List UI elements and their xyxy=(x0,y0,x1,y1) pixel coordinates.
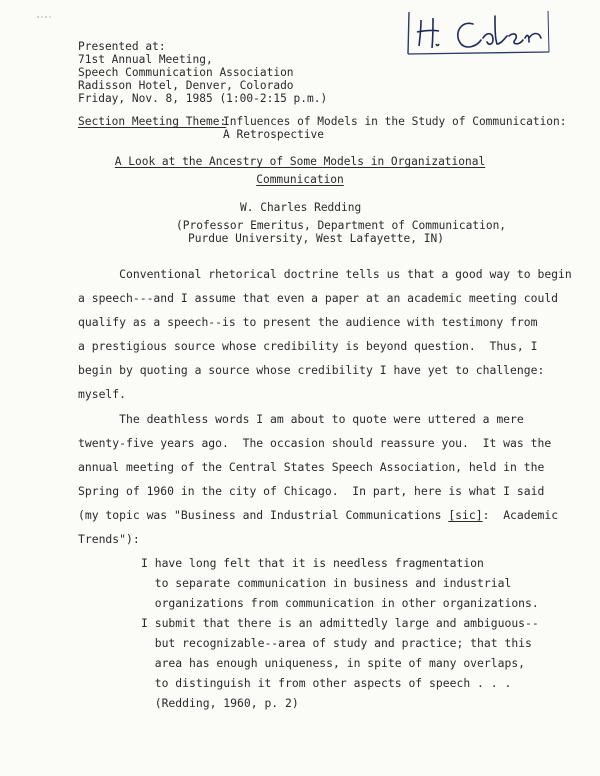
block-quote-line: to separate communication in business and industrial xyxy=(141,576,512,590)
paragraph-1-line: a prestigious source whose credibility is beyond question. Thus, I xyxy=(78,339,538,353)
header-line-venue: Radisson Hotel, Denver, Colorado xyxy=(78,79,294,92)
theme-text-line2: A Retrospective xyxy=(223,128,325,141)
block-quote-line: but recognizable--area of study and practice; that this xyxy=(141,636,532,650)
theme-text-line1: Influences of Models in the Study of Communication: xyxy=(223,115,567,128)
header-line-meeting: 71st Annual Meeting, xyxy=(78,53,213,66)
paragraph-2-line: (my topic was "Business and Industrial Communications [sic]: Academic xyxy=(78,508,559,522)
block-quote-line: organizations from communication in other organizations. xyxy=(141,596,539,610)
paper-title-line1: A Look at the Ancestry of Some Models in Organizational xyxy=(114,155,486,168)
block-quote-citation: (Redding, 1960, p. 2) xyxy=(141,696,299,710)
block-quote-line: I submit that there is an admittedly large and ambiguous-- xyxy=(141,616,539,630)
paragraph-1-line: a speech---and I assume that even a paper at an academic meeting could xyxy=(78,291,559,305)
block-quote-line: area has enough uniqueness, in spite of many overlaps, xyxy=(141,656,526,670)
paragraph-1-line: myself. xyxy=(78,387,127,401)
block-quote-line: I have long felt that it is needless fragmentation xyxy=(141,556,484,570)
header-line-date: Friday, Nov. 8, 1985 (1:00-2:15 p.m.) xyxy=(78,92,328,105)
block-quote-line: to distinguish it from other aspects of speech . . . xyxy=(141,676,512,690)
scan-speckle xyxy=(36,14,54,20)
author-affiliation-line1: (Professor Emeritus, Department of Communication, xyxy=(176,219,507,232)
sic-annotation: [sic] xyxy=(448,508,483,522)
paragraph-2-line: The deathless words I am about to quote were uttered a mere xyxy=(78,412,524,426)
paragraph-2-line: Spring of 1960 in the city of Chicago. In part, here is what I said xyxy=(78,484,545,498)
paragraph-1-line: Conventional rhetorical doctrine tells us that a good way to begin xyxy=(78,267,572,281)
header-line-presented: Presented at: xyxy=(78,40,166,53)
author-name: W. Charles Redding xyxy=(240,201,362,214)
author-affiliation-line2: Purdue University, West Lafayette, IN) xyxy=(188,232,444,245)
paragraph-2-line: twenty-five years ago. The occasion should reassure you. It was the xyxy=(78,436,552,450)
paper-title-line2: Communication xyxy=(256,173,344,186)
paragraph-1-line: qualify as a speech--is to present the audience with testimony from xyxy=(78,315,538,329)
paragraph-1-line: begin by quoting a source whose credibility I have yet to challenge: xyxy=(78,363,545,377)
paragraph-2-line: Trends"): xyxy=(78,532,140,546)
header-line-association: Speech Communication Association xyxy=(78,66,294,79)
paragraph-2-line: annual meeting of the Central States Speech Association, held in the xyxy=(78,460,545,474)
handwritten-signature xyxy=(403,8,553,58)
theme-label: Section Meeting Theme: xyxy=(78,115,227,128)
